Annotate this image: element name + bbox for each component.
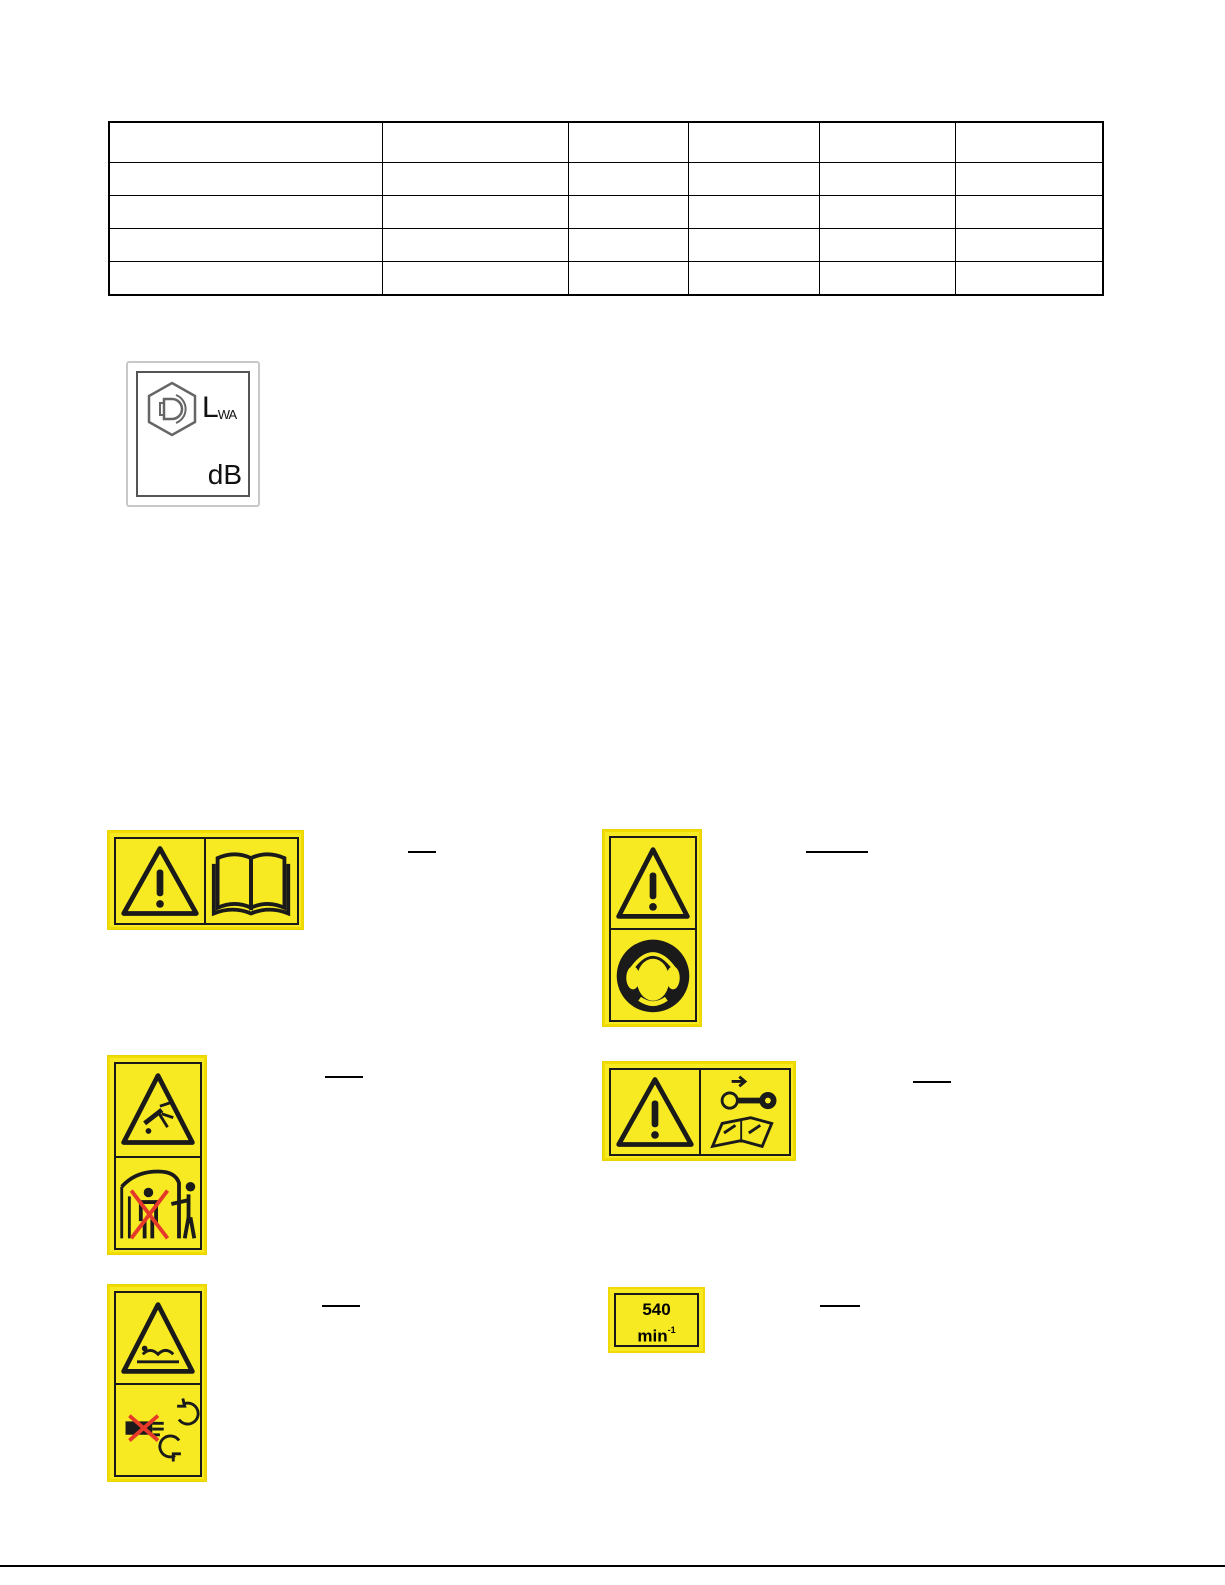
table-cell: [688, 262, 819, 296]
table-cell: [109, 196, 382, 229]
table-row: [109, 196, 1103, 229]
sign-ref-underline: [325, 1076, 363, 1078]
sign-ref-underline: [322, 1305, 360, 1307]
table-cell: [382, 122, 568, 163]
sign-cell-warning: [609, 836, 697, 930]
lwa-subscript: WA: [217, 407, 237, 422]
warning-triangle-icon: [611, 1070, 699, 1154]
pto-speed-sign: [608, 1287, 705, 1353]
table-cell: [688, 196, 819, 229]
spec-table: [108, 121, 1104, 296]
sign-cell-distance: [114, 1156, 202, 1250]
table-cell: [819, 122, 955, 163]
sign-cell-warning: [114, 837, 206, 925]
warning-triangle-icon: [611, 838, 695, 928]
table-cell: [568, 196, 688, 229]
table-cell: [382, 229, 568, 262]
pto-unit-exponent: -1: [667, 1325, 676, 1335]
table-cell: [382, 163, 568, 196]
keep-distance-icon: [116, 1158, 200, 1248]
sign-ref-underline: [913, 1081, 951, 1083]
table-cell: [688, 163, 819, 196]
table-cell: [955, 163, 1103, 196]
projectile-hazard-icon: [116, 1064, 200, 1156]
table-row: [109, 262, 1103, 296]
sign-read-manual: [108, 831, 303, 929]
sign-cell-entanglement: [114, 1291, 202, 1385]
sign-cell-manual: [204, 837, 299, 925]
table-cell: [688, 122, 819, 163]
read-manual-icon: [206, 839, 297, 923]
sign-entanglement: [108, 1285, 206, 1481]
table-cell: [568, 262, 688, 296]
table-cell: [955, 122, 1103, 163]
table-row: [109, 163, 1103, 196]
pto-speed-frame: [614, 1293, 699, 1347]
table-cell: [955, 196, 1103, 229]
sound-emission-icon: [142, 379, 202, 439]
entanglement-hazard-icon: [116, 1293, 200, 1383]
sign-cell-projectile: [114, 1062, 202, 1158]
sign-remove-key: [603, 1062, 795, 1160]
sign-hearing-protection: [603, 830, 701, 1026]
table-cell: [109, 229, 382, 262]
service-manual-icon: [701, 1070, 789, 1154]
pto-unit-text: min: [637, 1326, 668, 1346]
table-cell: [568, 163, 688, 196]
pto-speed-value: 540: [642, 1300, 671, 1319]
table-cell: [568, 122, 688, 163]
table-cell: [819, 163, 955, 196]
table-cell: [109, 122, 382, 163]
table-cell: [819, 196, 955, 229]
sign-cell-no-hands: [114, 1383, 202, 1477]
no-hands-rotating-icon: [116, 1385, 200, 1475]
table-cell: [688, 229, 819, 262]
lwa-symbol: [202, 391, 236, 425]
table-row: [109, 122, 1103, 163]
table-cell: [568, 229, 688, 262]
sign-cell-hearing: [609, 928, 697, 1022]
pto-speed-unit: [616, 1321, 697, 1348]
table-cell: [109, 262, 382, 296]
sign-ref-underline: [806, 851, 868, 853]
sign-keep-distance: [108, 1056, 206, 1254]
sign-ref-underline: [408, 851, 436, 853]
db-unit: dB: [207, 459, 242, 490]
table-cell: [955, 229, 1103, 262]
sign-cell-key: [699, 1068, 791, 1156]
sign-ref-underline: [820, 1305, 860, 1307]
lwa-letter: L: [202, 391, 218, 424]
table-cell: [819, 262, 955, 296]
sign-cell-warning: [609, 1068, 701, 1156]
table-cell: [382, 262, 568, 296]
warning-triangle-icon: [116, 839, 204, 923]
page-bottom-rule: [0, 1565, 1225, 1567]
table-cell: [819, 229, 955, 262]
table-cell: [955, 262, 1103, 296]
hearing-protection-icon: [611, 930, 695, 1020]
noise-label-frame: [136, 371, 250, 497]
table-cell: [109, 163, 382, 196]
table-row: [109, 229, 1103, 262]
table-cell: [382, 196, 568, 229]
noise-level-label: [126, 361, 260, 507]
